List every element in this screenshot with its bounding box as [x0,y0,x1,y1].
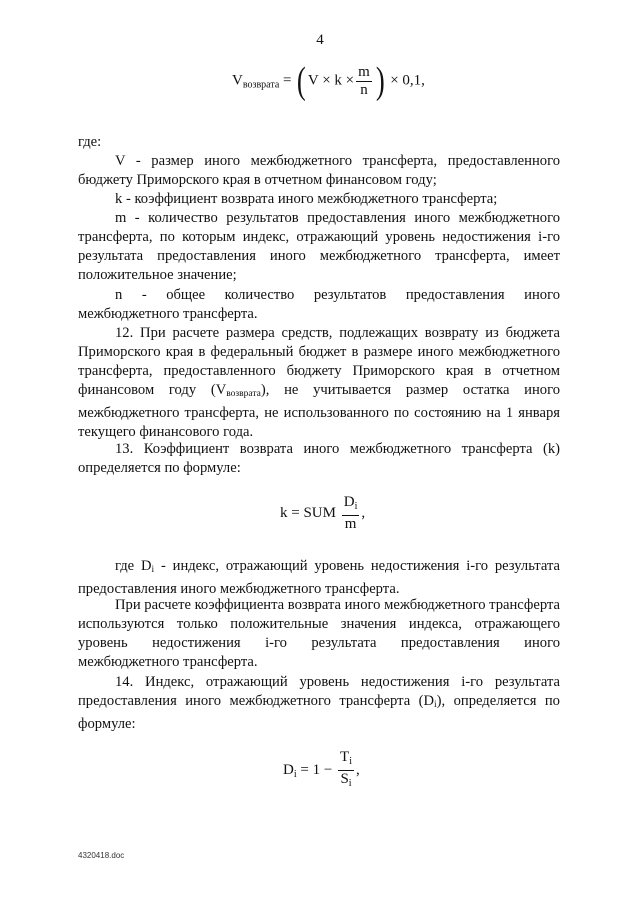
para-v-definition: V - размер иного межбюджетного трансферта, предоставленного бюджету Приморского края в отчетном финансовом году; [78,153,560,189]
formula-di-lhs-sub: i [293,768,297,780]
formula-di-num-sub: i [349,756,352,767]
document-footer-filename: 4320418.doc [78,851,125,860]
formula-k-frac-den: m [344,516,357,532]
para-item-14 [78,673,560,734]
formula-v-close-paren: ) [375,60,385,102]
formula-di-lhs: D [283,761,294,778]
para-item-12 [78,324,560,443]
para-k-definition: k - коэффициент возврата иного межбюджетного трансферта; [115,191,498,207]
page-number: 4 [316,32,324,48]
para-item-14-b: ), определяется по формуле: [78,693,560,733]
para-item-12-sub: возврата [226,389,261,400]
para-where: где: [78,134,102,150]
para-m-definition: m - количество результатов предоставления иного межбюджетного трансферта, по которым индекс, отражающий уровень недостижения i-го результата предоставления иного межбюджетного трансферта, имеет положительное значение; [78,210,560,284]
para-di-a: где D [115,558,152,574]
formula-v-return [232,62,425,100]
formula-v-open-paren: ( [297,60,307,102]
formula-k-num-sub: i [354,501,358,512]
para-item-12-b: ), не учитывается размер остатка иного межбюджетного трансферта, не использованного по состоянию на 1 января текущего финансового года. [78,382,560,441]
formula-di-den-sub: i [348,778,352,789]
formula-k-fraction [342,495,360,532]
para-di-definition [78,557,560,599]
para-item-12-a: 12. При расчете размера средств, подлежащих возврату из бюджета Приморского края в федеральный бюджет в размере иного межбюджетного трансферта, предоставленного бюджету Приморского края в отчетном финансовом году (V [78,325,560,399]
para-di-sub: i [151,565,155,575]
formula-v-lhs: V [232,72,243,89]
formula-v-fraction [356,65,372,98]
formula-di-frac-num [338,750,354,771]
para-n-definition: n - общее количество результатов предоставления иного межбюджетного трансферта. [78,287,560,323]
formula-v-frac-den: n [360,81,368,98]
formula-k-num-main: D [343,494,355,510]
formula-k-tail: , [361,504,366,521]
formula-di-num-main: T [340,749,350,765]
formula-di [283,750,360,791]
para-di-b: - индекс, отражающий уровень недостижения i-го результата предоставления иного межбюджетного трансферта. [78,558,560,598]
formula-v-inner: V × k × [307,72,355,89]
para-calc-note: При расчете коэффициента возврата иного межбюджетного трансферта используются только положительные значения индекса, отражающего уровень недостижения i-го результата предоставления иного межбюджетного трансферта. [78,597,561,671]
para-item-14-sub: i [434,700,437,711]
formula-k-frac-num [342,495,360,516]
formula-v-tail: × 0,1, [390,72,425,89]
para-item-14-a: 14. Индекс, отражающий уровень недостижения i-го результата предоставления иного межбюджетного трансферта (D [78,674,560,710]
formula-di-fraction [338,750,354,791]
formula-di-tail: , [356,761,360,778]
formula-k-lhs: k = SUM [280,504,336,521]
formula-di-frac-den [338,771,354,791]
formula-v-lhs-sub: возврата [242,79,280,91]
formula-di-eq: = 1 − [300,761,333,778]
formula-di-den-main: S [340,771,349,787]
para-item-13: 13. Коэффициент возврата иного межбюджетного трансферта (k) определяется по формуле: [78,441,560,477]
formula-k [280,495,365,532]
formula-v-eq: = [283,72,292,89]
formula-v-frac-num: m [358,63,370,80]
